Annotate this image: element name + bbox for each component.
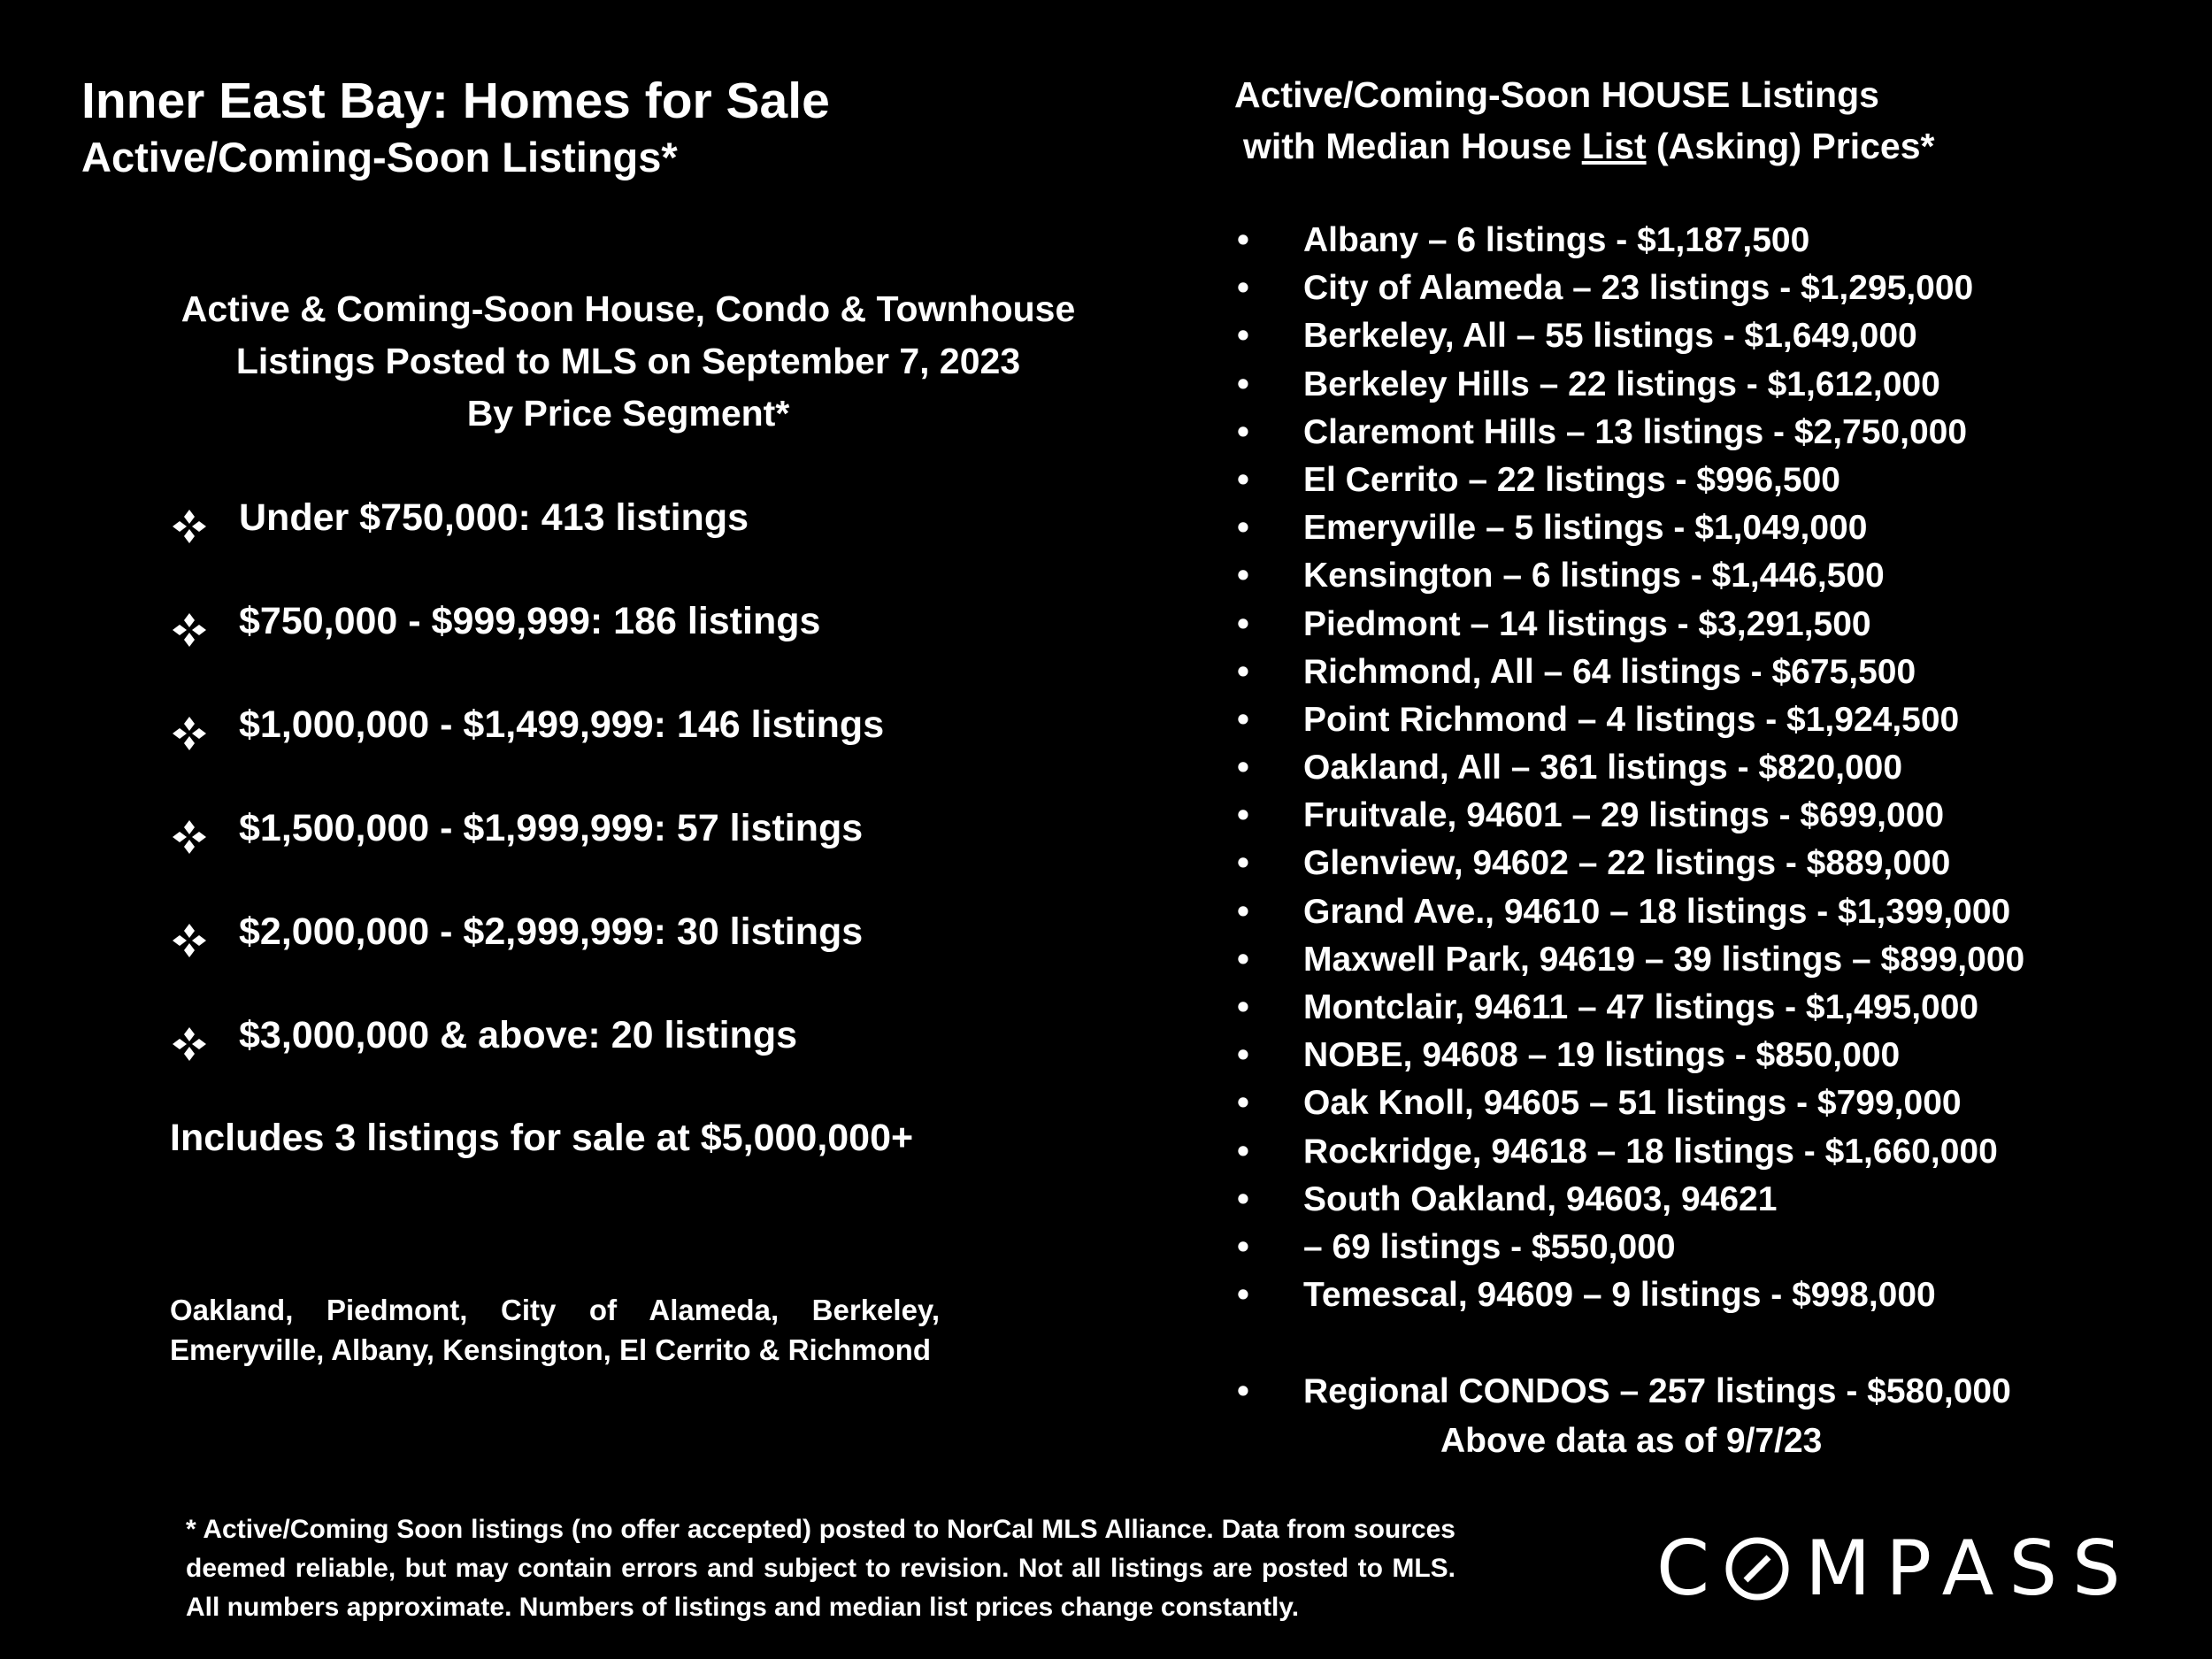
house-listing-text: Montclair, 94611 – 47 listings - $1,495,000 [1303, 988, 1979, 1026]
bullet-icon: • [1237, 1084, 1249, 1123]
price-segment-label: $1,000,000 - $1,499,999: 146 listings [239, 703, 885, 746]
house-listing-text: Maxwell Park, 94619 – 39 listings – $899,000 [1303, 940, 2025, 979]
page-subtitle: Active/Coming-Soon Listings* [81, 134, 678, 180]
house-listing-text: El Cerrito – 22 listings - $996,500 [1303, 460, 1840, 499]
diamond-bullet-icon [172, 819, 207, 855]
house-listing-text: Temescal, 94609 – 9 listings - $998,000 [1303, 1276, 1936, 1315]
bullet-icon: • [1237, 652, 1249, 691]
bullet-icon: • [1237, 700, 1249, 739]
summary-heading-line: Listings Posted to MLS on September 7, 2023 [235, 341, 1021, 381]
logo-letters: MPASS [1805, 1525, 2136, 1613]
house-listing-text: Albany – 6 listings - $1,187,500 [1303, 221, 1810, 259]
bullet-icon: • [1237, 557, 1249, 595]
house-listing-text: City of Alameda – 23 listings - $1,295,000 [1303, 269, 1974, 308]
bullet-icon: • [1237, 796, 1249, 835]
compass-o-icon [1724, 1536, 1790, 1601]
house-listing-text: Richmond, All – 64 listings - $675,500 [1303, 652, 1916, 691]
house-listings-heading-line: Active/Coming-Soon HOUSE Listings [1234, 74, 1879, 115]
house-listing-text: South Oakland, 94603, 94621 [1303, 1179, 1778, 1218]
page-title: Inner East Bay: Homes for Sale [81, 73, 830, 129]
summary-heading-line: Active & Coming-Soon House, Condo & Townhouse [180, 288, 1076, 329]
diamond-bullet-icon [172, 716, 207, 751]
house-listing-text: Claremont Hills – 13 listings - $2,750,000 [1303, 412, 1968, 451]
bullet-icon: • [1237, 412, 1249, 451]
diamond-bullet-icon [172, 509, 207, 544]
bullet-icon: • [1237, 460, 1249, 499]
bullet-icon: • [1237, 1372, 1249, 1410]
house-listing-text: Point Richmond – 4 listings - $1,924,500 [1303, 700, 1960, 739]
house-listing-text: Berkeley Hills – 22 listings - $1,612,000 [1303, 365, 1940, 403]
price-segment-label: $3,000,000 & above: 20 listings [239, 1014, 797, 1056]
bullet-icon: • [1237, 892, 1249, 931]
house-listing-text: Grand Ave., 94610 – 18 listings - $1,399,000 [1303, 892, 2011, 931]
house-listing-text: NOBE, 94608 – 19 listings - $850,000 [1303, 1036, 1901, 1075]
bullet-icon: • [1237, 317, 1249, 356]
bullet-icon: • [1237, 1227, 1249, 1266]
house-listing-text: Piedmont – 14 listings - $3,291,500 [1303, 604, 1871, 643]
logo-letter: C [1656, 1525, 1725, 1613]
diamond-bullet-icon [172, 612, 207, 648]
condo-listing-text: Regional CONDOS – 257 listings - $580,000 [1303, 1372, 2011, 1410]
bullet-icon: • [1237, 269, 1249, 308]
price-segment-label: $750,000 - $999,999: 186 listings [239, 600, 821, 642]
cities-note: Oakland, Piedmont, City of Alameda, Berkeley, Emeryville, Albany, Kensington, El Cerrito & Richmond [170, 1294, 940, 1366]
house-listings-heading [1234, 69, 1934, 172]
house-listing-text: Oak Knoll, 94605 – 51 listings - $799,000 [1303, 1084, 1962, 1123]
bullet-icon: • [1237, 221, 1249, 259]
house-listing-text: Fruitvale, 94601 – 29 listings - $699,000 [1303, 796, 1945, 835]
diamond-bullet-icon [172, 923, 207, 958]
bullet-icon: • [1237, 365, 1249, 403]
includes-note: Includes 3 listings for sale at $5,000,000+ [170, 1117, 914, 1159]
bullet-icon: • [1237, 1276, 1249, 1315]
footnote: * Active/Coming Soon listings (no offer accepted) posted to NorCal MLS Alliance. Data from sources deemed reliable, but may contain errors and subject to revision. Not all listings are posted to MLS. All numbers approximate. Numbers of listings and median list prices change constantly. [186, 1515, 1455, 1622]
compass-logo [1656, 1525, 2136, 1613]
bullet-icon: • [1237, 749, 1249, 787]
heading-text: (Asking) Prices* [1646, 126, 1935, 166]
house-listing-text: – 69 listings - $550,000 [1303, 1227, 1676, 1266]
heading-underlined-text: List [1581, 126, 1647, 166]
heading-text: with Median House [1243, 126, 1582, 166]
bullet-icon: • [1237, 940, 1249, 979]
house-listing-text: Oakland, All – 361 listings - $820,000 [1303, 749, 1903, 787]
house-listing-text: Emeryville – 5 listings - $1,049,000 [1303, 509, 1868, 548]
bullet-icon: • [1237, 844, 1249, 883]
data-as-of: Above data as of 9/7/23 [1440, 1422, 1823, 1460]
house-listing-text: Berkeley, All – 55 listings - $1,649,000 [1303, 317, 1917, 356]
bullet-icon: • [1237, 1179, 1249, 1218]
bullet-icon: • [1237, 1132, 1249, 1171]
bullet-icon: • [1237, 988, 1249, 1026]
house-listing-text: Kensington – 6 listings - $1,446,500 [1303, 557, 1885, 595]
summary-heading [97, 283, 1159, 440]
house-listings-heading-line [1234, 120, 1934, 172]
house-listing-text: Glenview, 94602 – 22 listings - $889,000 [1303, 844, 1951, 883]
diamond-bullet-icon [172, 1026, 207, 1062]
bullet-icon: • [1237, 604, 1249, 643]
house-listing-text: Rockridge, 94618 – 18 listings - $1,660,000 [1303, 1132, 1998, 1171]
price-segment-label: $1,500,000 - $1,999,999: 57 listings [239, 807, 864, 849]
summary-heading-line: By Price Segment* [466, 393, 790, 434]
price-segment-label: $2,000,000 - $2,999,999: 30 listings [239, 910, 864, 953]
bullet-icon: • [1237, 1036, 1249, 1075]
price-segment-label: Under $750,000: 413 listings [239, 496, 749, 539]
bullet-icon: • [1237, 509, 1249, 548]
